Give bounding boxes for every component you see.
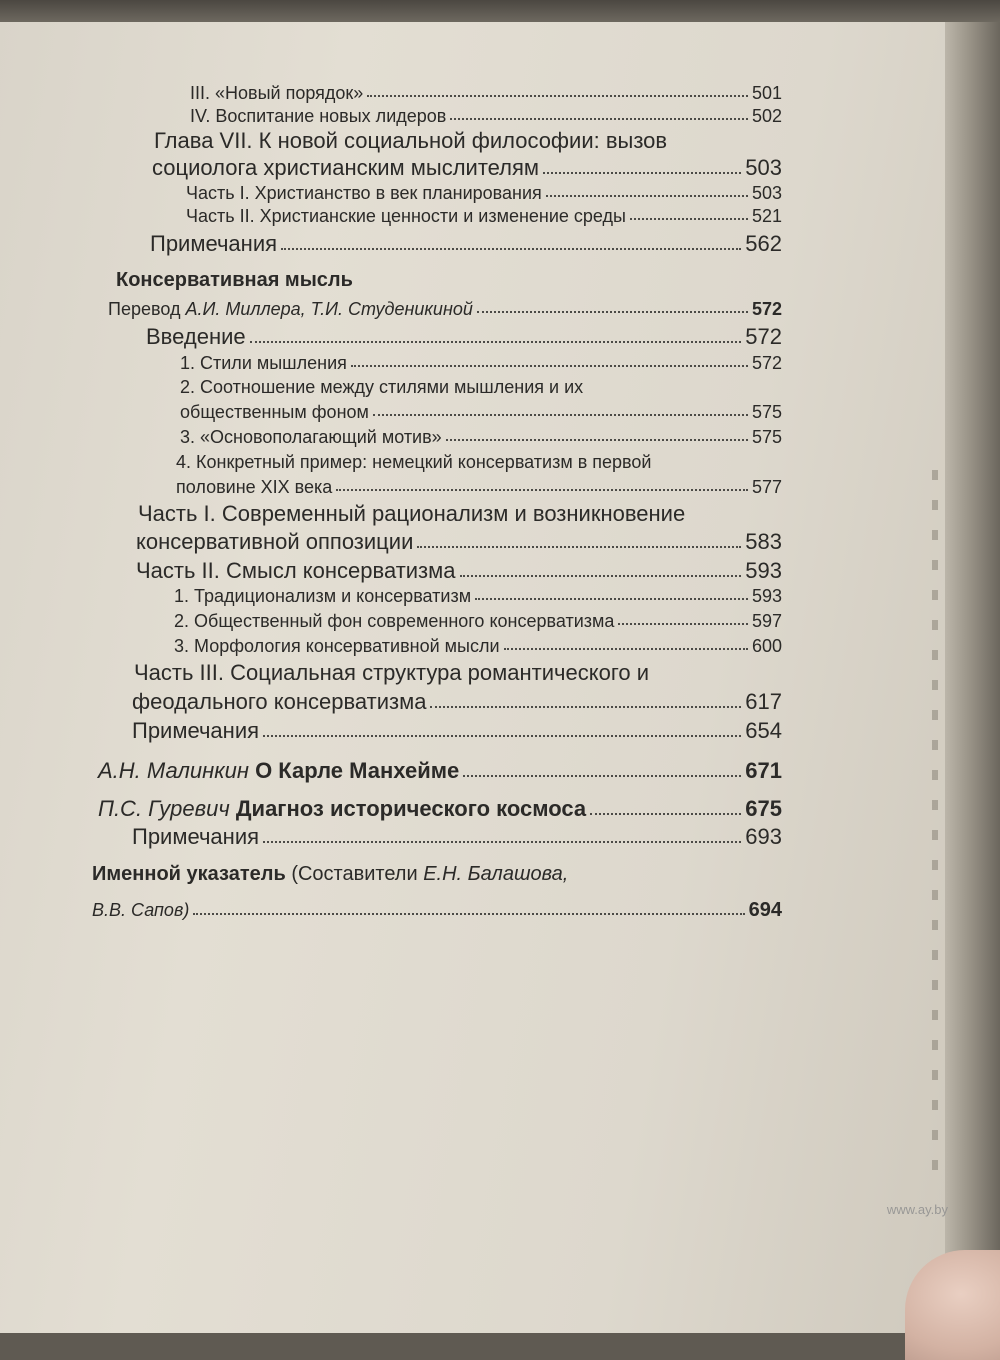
- toc-page-number: 572: [751, 353, 782, 373]
- leader-dots: [477, 311, 748, 313]
- toc-entry: [146, 326, 782, 348]
- toc-page-number: 600: [751, 636, 782, 656]
- leader-dots: [367, 95, 748, 97]
- toc-entry-title: Примечания: [132, 824, 260, 849]
- toc-page-number: 583: [745, 529, 782, 554]
- leader-dots: [446, 439, 748, 441]
- compiler-names: Е.Н. Балашова,: [423, 863, 569, 885]
- leader-dots: [250, 341, 742, 343]
- leader-dots: [618, 623, 748, 625]
- leader-dots: [336, 489, 748, 491]
- leader-dots: [590, 813, 741, 815]
- toc-entry-title: социолога христианским мыслителям: [152, 155, 540, 180]
- toc-entry-title: консервативной оппозиции: [136, 529, 414, 554]
- toc-entry-title: 2. Соотношение между стилями мышления и их: [180, 377, 584, 397]
- compilers-prefix: (Составители: [291, 863, 424, 885]
- article-title: О Карле Манхейме: [255, 758, 460, 783]
- leader-dots: [281, 248, 741, 250]
- toc-page-number: 501: [751, 83, 782, 103]
- toc-entry: [174, 587, 782, 605]
- toc-entry: [136, 560, 782, 582]
- toc-page-number: 617: [745, 689, 782, 714]
- toc-entry-title: Примечания: [150, 231, 278, 256]
- toc-page-number: 503: [751, 183, 782, 203]
- toc-page-number: 575: [751, 427, 782, 447]
- toc-entry-title: Часть II. Христианские ценности и изменение среды: [186, 206, 626, 226]
- toc-entry-title: 3. «Основополагающий мотив»: [180, 427, 442, 447]
- toc-page-number: 562: [745, 231, 782, 256]
- translation-prefix: Перевод: [108, 299, 186, 319]
- toc-entry-title: общественным фоном: [180, 402, 369, 422]
- toc-entry-title: 2. Общественный фон современного консерватизма: [174, 611, 615, 631]
- leader-dots: [630, 218, 748, 220]
- toc-entry-title: 3. Морфология консервативной мысли: [174, 636, 500, 656]
- toc-page-number: 521: [751, 206, 782, 226]
- translation-credit: [108, 300, 782, 318]
- toc-entry: [150, 233, 782, 255]
- toc-entry: [190, 107, 782, 125]
- toc-entry-title: 4. Конкретный пример: немецкий консерватизм в первой: [176, 452, 652, 472]
- toc-entry: [98, 798, 782, 820]
- leader-dots: [504, 648, 748, 650]
- toc-entry-title: IV. Воспитание новых лидеров: [190, 106, 447, 126]
- index-title: Именной указатель: [92, 863, 286, 885]
- toc-page-number: 572: [751, 299, 782, 319]
- leader-dots: [543, 172, 741, 174]
- toc-entry: [180, 403, 782, 421]
- toc-entry-title: III. «Новый порядок»: [190, 83, 364, 103]
- toc-entry-title: Введение: [146, 324, 246, 349]
- toc-entry: [152, 157, 782, 179]
- leader-dots: [546, 195, 748, 197]
- author-name: А.Н. Малинкин: [98, 758, 249, 783]
- leader-dots: [263, 841, 741, 843]
- toc-entry: [190, 84, 782, 102]
- leader-dots: [475, 598, 748, 600]
- section-heading: Консервативная мысль: [116, 269, 353, 291]
- leader-dots: [417, 546, 741, 548]
- leader-dots: [430, 706, 741, 708]
- toc-entry-title: Часть I. Христианство в век планирования: [186, 183, 542, 203]
- toc-page-number: 572: [745, 324, 782, 349]
- toc-entry: [180, 428, 782, 446]
- leader-dots: [463, 775, 741, 777]
- toc-entry-title: 1. Стили мышления: [180, 353, 347, 373]
- toc-entry: [174, 637, 782, 655]
- toc-entry: [132, 691, 782, 713]
- toc-entry-title: Глава VII. К новой социальной философии: вызов: [154, 128, 668, 153]
- toc-page-number: 502: [751, 106, 782, 126]
- toc-entry: [186, 207, 782, 225]
- leader-dots: [193, 913, 744, 915]
- toc-entry-title: [98, 798, 586, 820]
- toc-entry-title: [98, 760, 459, 782]
- translator-names: А.И. Миллера, Т.И. Студеникиной: [185, 299, 473, 319]
- toc-page-number: 694: [748, 899, 782, 921]
- toc-page-number: 671: [745, 758, 782, 783]
- leader-dots: [263, 735, 741, 737]
- toc-page-number: 675: [745, 796, 782, 821]
- leader-dots: [351, 365, 748, 367]
- toc-entry-title: половине XIX века: [176, 477, 333, 497]
- article-title: Диагноз исторического космоса: [235, 796, 587, 821]
- toc-page-number: 597: [751, 611, 782, 631]
- toc-page-number: 593: [745, 558, 782, 583]
- toc-page-number: 593: [751, 586, 782, 606]
- toc-entry-title: [108, 300, 473, 318]
- toc-page-number: 503: [745, 155, 782, 180]
- toc-entry: [92, 900, 782, 920]
- toc-page-number: 577: [751, 477, 782, 497]
- leader-dots: [460, 575, 742, 577]
- toc-entry-title: Часть III. Социальная структура романтического и: [134, 660, 649, 685]
- toc-entry: [132, 826, 782, 848]
- toc-entry: [174, 612, 782, 630]
- leader-dots: [373, 414, 748, 416]
- toc-entry-title: [92, 864, 568, 884]
- toc-entry: [132, 720, 782, 742]
- toc-entry-title: феодального консерватизма: [132, 689, 427, 714]
- toc-entry-title: Часть II. Смысл консерватизма: [136, 558, 456, 583]
- watermark: www.ay.by: [886, 1202, 948, 1217]
- toc-entry: [136, 531, 782, 553]
- toc-entry: [98, 760, 782, 782]
- leader-dots: [450, 118, 748, 120]
- toc-page-number: 575: [751, 402, 782, 422]
- author-name: П.С. Гуревич: [98, 796, 230, 821]
- toc-entry-title: Примечания: [132, 718, 260, 743]
- toc-page-number: 693: [745, 824, 782, 849]
- toc-entry-title: 1. Традиционализм и консерватизм: [174, 586, 472, 606]
- toc-entry: [176, 478, 782, 496]
- compiler-names: В.В. Сапов): [92, 900, 190, 920]
- toc-page-number: 654: [745, 718, 782, 743]
- toc-entry: [180, 354, 782, 372]
- toc-entry-title: Часть I. Современный рационализм и возникновение: [138, 501, 686, 526]
- toc-entry: [186, 184, 782, 202]
